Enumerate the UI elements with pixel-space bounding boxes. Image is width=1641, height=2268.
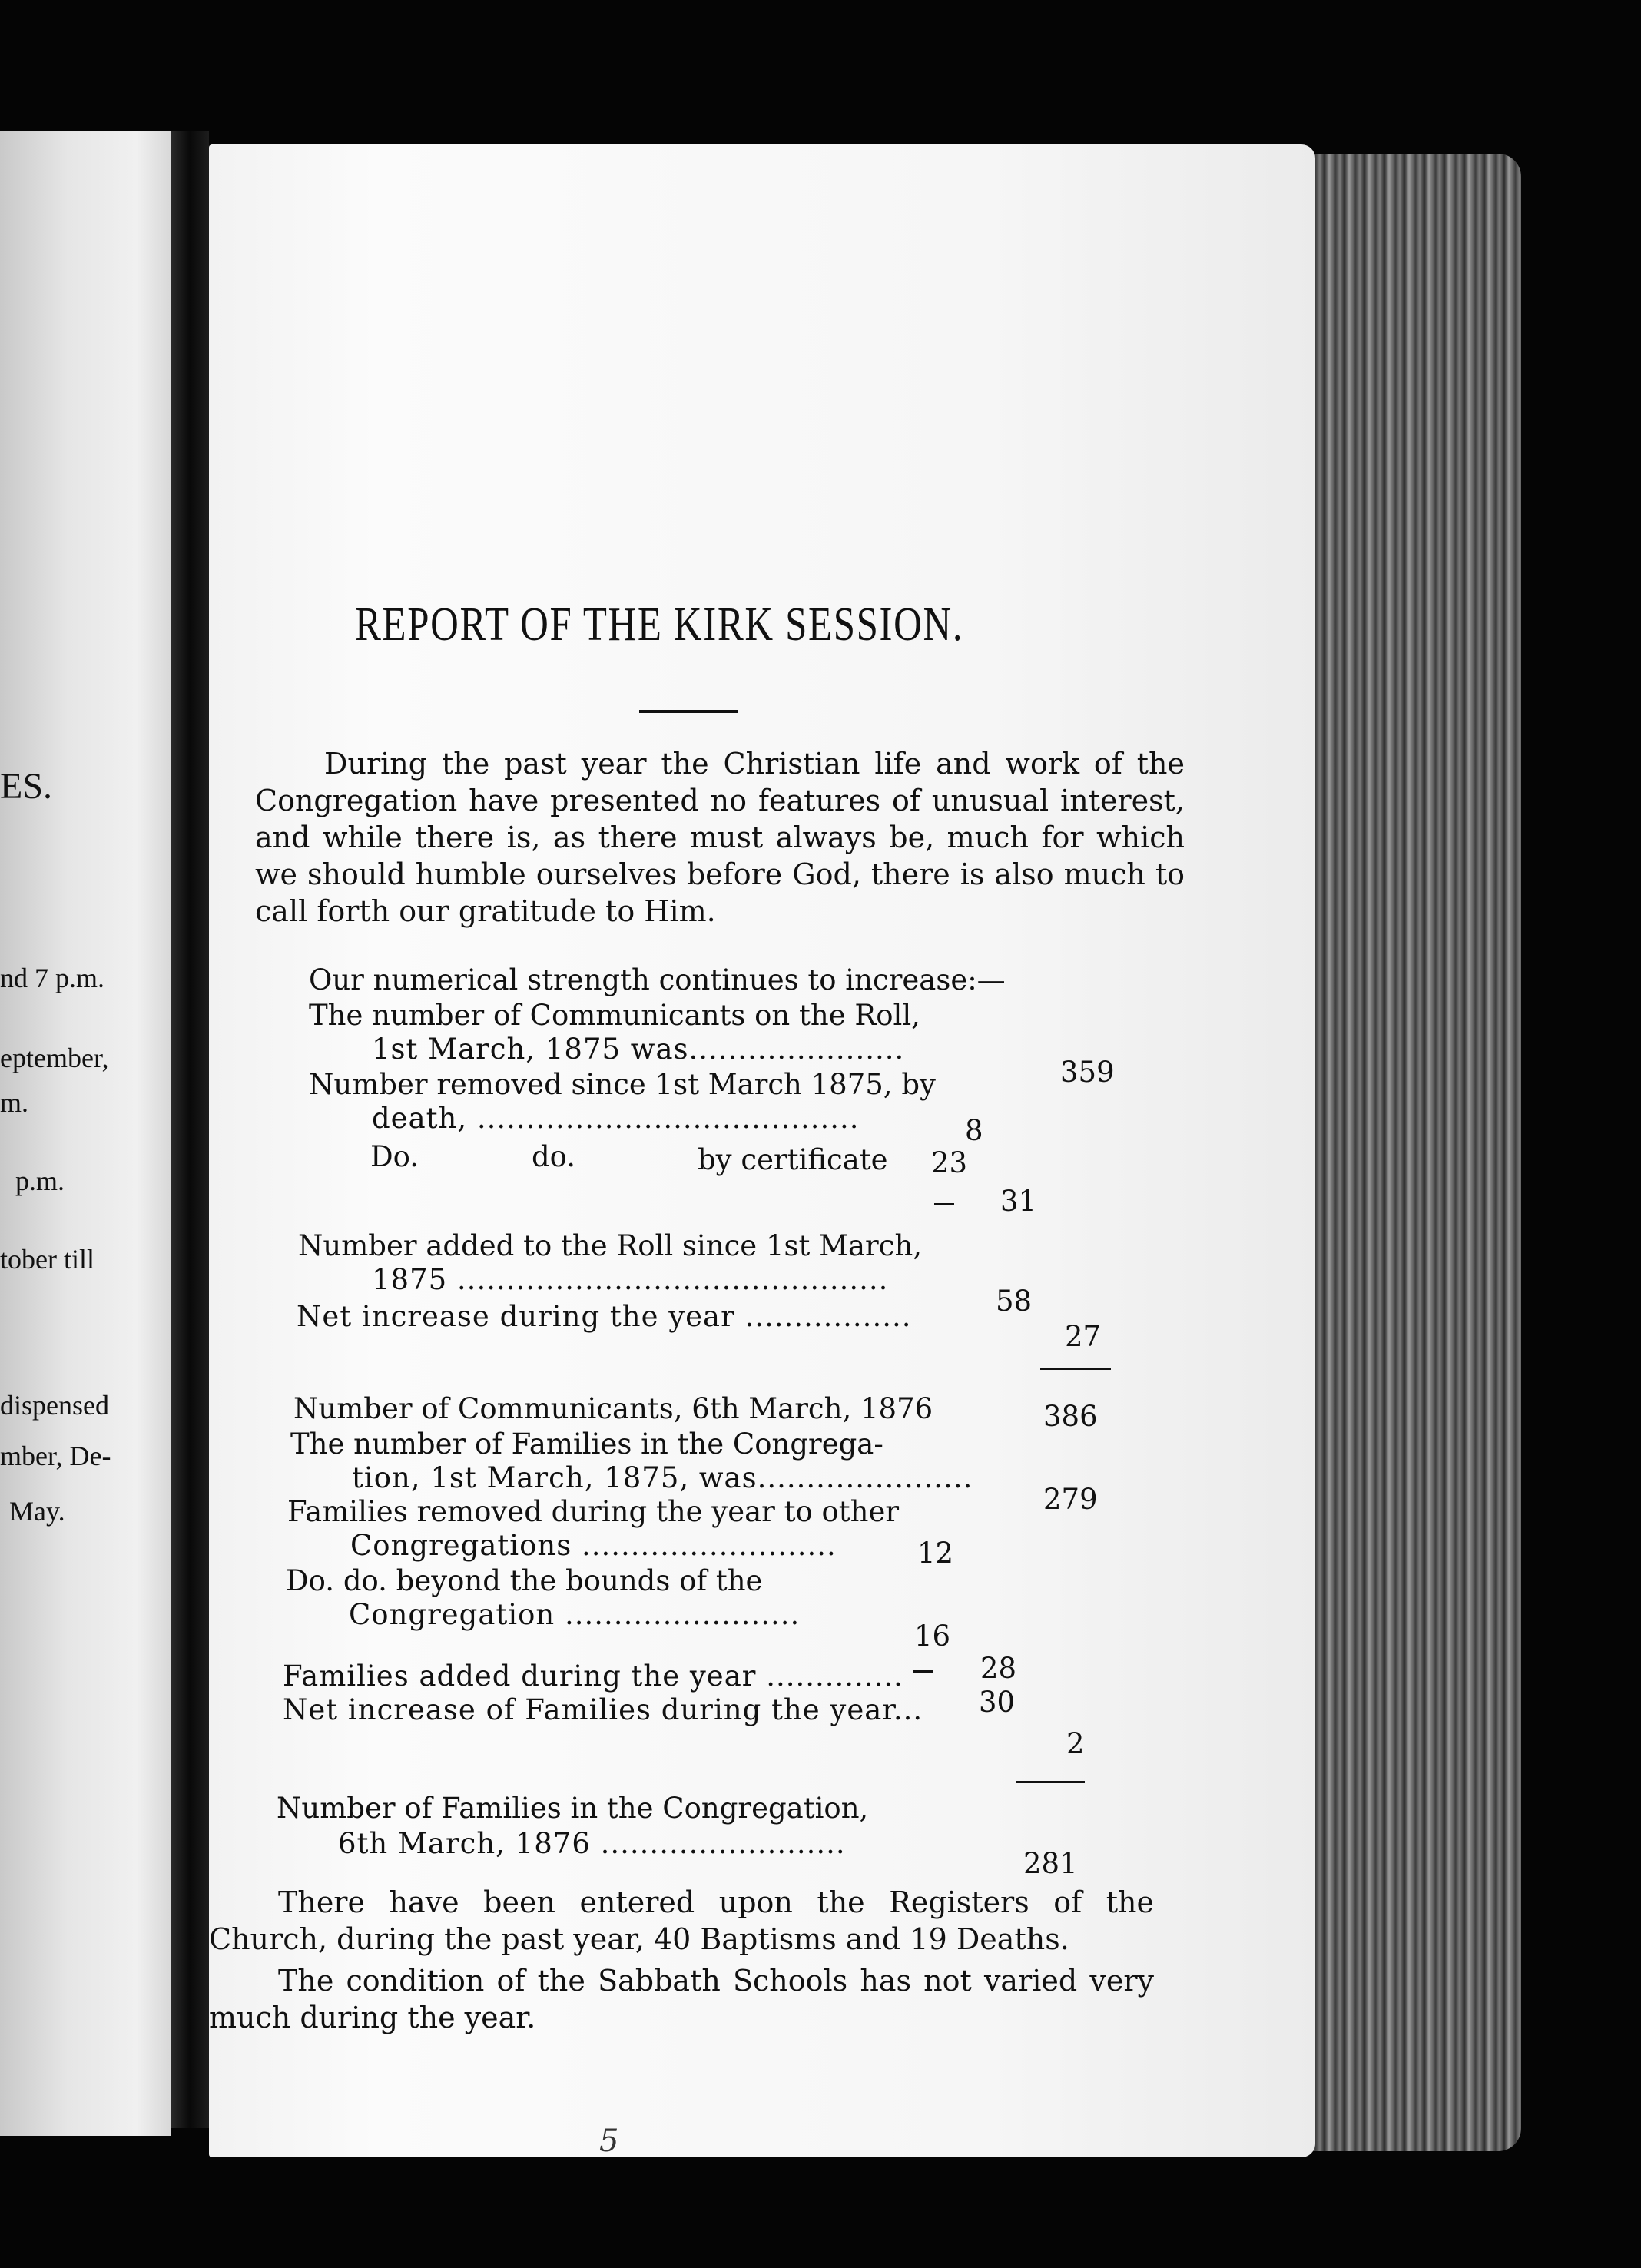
families-removed-value: 12: [917, 1537, 954, 1570]
families-value: 279: [1043, 1483, 1098, 1516]
net-label: Net increase during the year .................: [297, 1300, 912, 1333]
removed-label: death, .......................................: [372, 1102, 860, 1135]
families-1876-value: 281: [1023, 1847, 1078, 1880]
intro-text: During the past year the Christian life and work of the Congregation have presented no features of unusual interest, and while there is, as there must always be, much for which we should humble ourselves before God, there is also much to call forth our gratitude to Him.: [255, 747, 1185, 928]
previous-page-fragment: ES.: [0, 766, 53, 807]
registers-text: There have been entered upon the Registers of the Church, during the past year, 40 Baptisms and 19 Deaths.: [209, 1885, 1154, 1956]
book-gutter: [171, 131, 209, 2128]
previous-page-fragment: nd 7 p.m.: [0, 963, 105, 993]
title-rule: [639, 710, 738, 713]
families-beyond-label: Do. do. beyond the bounds of the: [286, 1564, 763, 1597]
previous-page-fragment: tober till: [0, 1244, 94, 1275]
communicants-value: 359: [1060, 1056, 1115, 1089]
sum-dash: [934, 1203, 954, 1205]
families-removed-total: 28: [980, 1652, 1017, 1685]
families-label: tion, 1st March, 1875, was......................: [352, 1461, 973, 1494]
previous-page-fragment: dispensed: [0, 1390, 109, 1421]
sabbath-paragraph: [209, 1962, 1154, 2036]
families-beyond-value: 16: [914, 1620, 951, 1653]
families-1876-label: Number of Families in the Congregation,: [277, 1792, 869, 1825]
families-removed-label: Congregations ..........................: [350, 1529, 837, 1562]
communicants-label: 1st March, 1875 was......................: [372, 1033, 905, 1066]
previous-page-fragment: p.m.: [15, 1166, 65, 1196]
added-label: 1875 ............................................: [372, 1263, 889, 1296]
removed-total-value: 31: [1000, 1185, 1037, 1218]
previous-page-fragment: May.: [9, 1496, 65, 1527]
handwritten-folio: 5: [599, 2124, 619, 2159]
page-title: REPORT OF THE KIRK SESSION.: [355, 598, 964, 651]
communicants-1876-label: Number of Communicants, 6th March, 1876: [293, 1392, 933, 1425]
families-1876-label: 6th March, 1876 .........................: [338, 1827, 846, 1860]
families-beyond-label: Congregation ........................: [349, 1598, 801, 1631]
strength-line: Our numerical strength continues to increase:—: [309, 963, 1006, 996]
removed-cert-do: do.: [532, 1140, 576, 1173]
previous-page-fragment: eptember,: [0, 1043, 109, 1073]
previous-page-fragment: m.: [0, 1087, 29, 1118]
added-label: Number added to the Roll since 1st March,: [298, 1229, 923, 1262]
sum-dash: [913, 1670, 933, 1673]
total-rule: [1040, 1368, 1111, 1370]
total-rule: [1016, 1781, 1085, 1783]
registers-paragraph: [209, 1884, 1154, 1958]
removed-label: Number removed since 1st March 1875, by: [309, 1068, 936, 1101]
previous-page: [0, 131, 171, 2136]
removed-cert-do: Do.: [370, 1140, 419, 1173]
families-net-label: Net increase of Families during the year...: [283, 1693, 923, 1726]
added-value: 58: [996, 1285, 1033, 1318]
communicants-label: The number of Communicants on the Roll,: [309, 999, 920, 1032]
families-added-label: Families added during the year ..............: [283, 1660, 903, 1693]
removed-cert-value: 23: [931, 1146, 968, 1179]
communicants-1876-value: 386: [1043, 1400, 1098, 1433]
removed-death-value: 8: [965, 1114, 983, 1147]
families-net-value: 2: [1066, 1727, 1085, 1760]
previous-page-fragment: mber, De-: [0, 1441, 111, 1471]
families-removed-label: Families removed during the year to other: [287, 1495, 900, 1528]
families-added-value: 30: [979, 1686, 1016, 1719]
report-page: [209, 144, 1315, 2157]
net-value: 27: [1065, 1320, 1102, 1353]
removed-cert-label: by certificate: [698, 1143, 888, 1176]
families-label: The number of Families in the Congrega-: [290, 1427, 883, 1461]
intro-paragraph: [255, 745, 1185, 930]
sabbath-text: The condition of the Sabbath Schools has not varied very much during the year.: [209, 1964, 1154, 2034]
